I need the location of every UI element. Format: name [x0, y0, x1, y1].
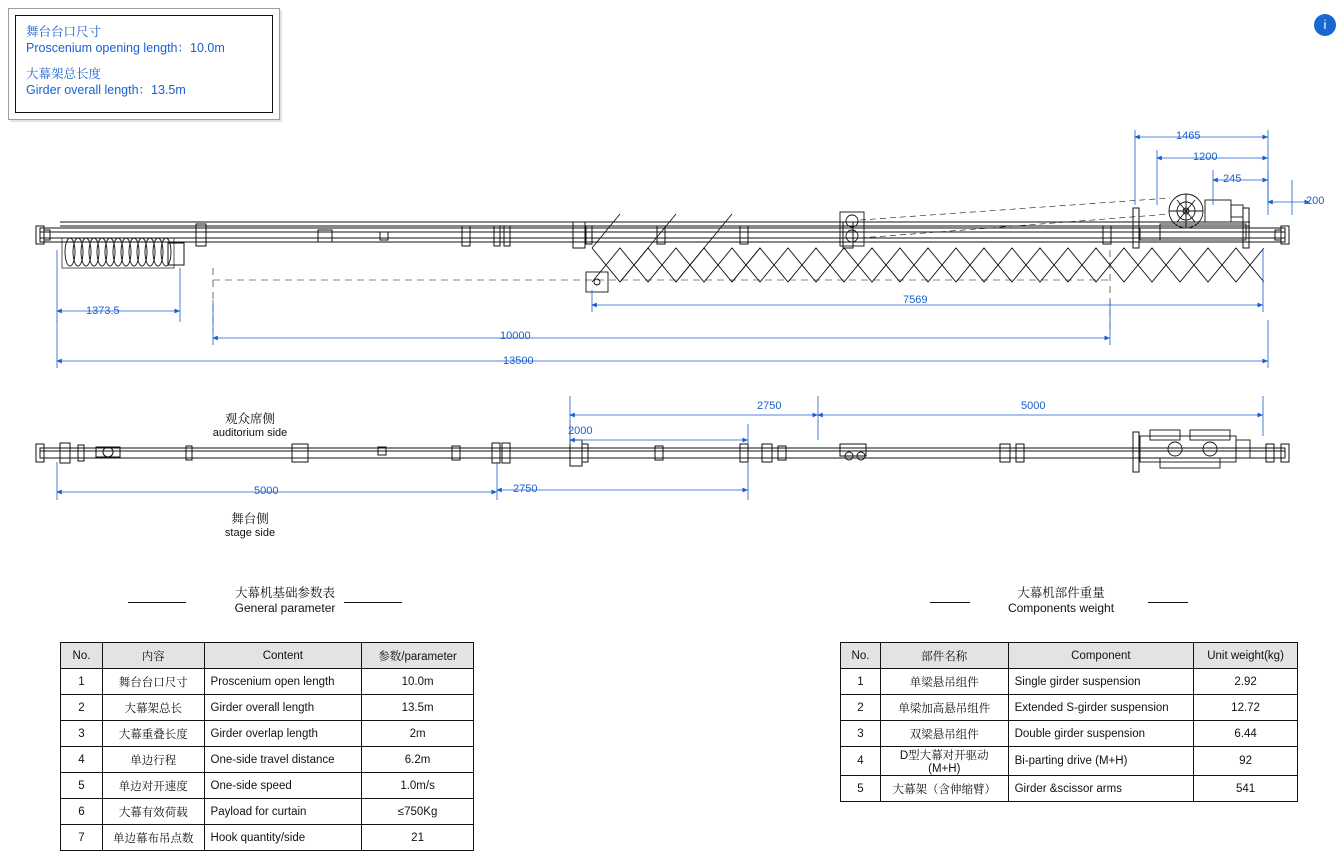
table-row	[841, 721, 1298, 747]
stage-side-label-cn: 舞台侧	[231, 512, 269, 526]
cell-no: 2	[61, 695, 103, 721]
general-title-rule-right	[344, 602, 402, 603]
auditorium-side-label-en: auditorium side	[212, 427, 288, 439]
dim-13500: 13500	[503, 355, 534, 367]
cell-parameter: 6.2m	[362, 747, 474, 773]
cell-content-en: Payload for curtain	[204, 799, 362, 825]
cell-content-en: One-side speed	[204, 773, 362, 799]
cell-parameter: 13.5m	[362, 695, 474, 721]
cell-component-en: Girder &scissor arms	[1008, 776, 1194, 802]
th-unit-weight: Unit weight(kg)	[1194, 643, 1298, 669]
stage-side-label	[190, 512, 310, 540]
dim-5000-top: 5000	[1021, 400, 1046, 412]
cell-no: 3	[841, 721, 881, 747]
cell-content-cn: 单边行程	[102, 747, 204, 773]
general-title-rule-left	[128, 602, 186, 603]
cell-no: 4	[841, 747, 881, 776]
components-weight-title-cn: 大幕机部件重量	[1017, 586, 1105, 600]
dim-5000-bottom: 5000	[254, 485, 279, 497]
proscenium-label-cn: 舞台台口尺寸	[26, 25, 102, 39]
cell-unit-weight: 92	[1194, 747, 1298, 776]
th-content-en: Content	[204, 643, 362, 669]
dim-1465: 1465	[1176, 130, 1201, 142]
cell-content-en: Girder overall length	[204, 695, 362, 721]
general-parameter-title	[190, 586, 380, 616]
cell-no: 5	[61, 773, 103, 799]
cell-unit-weight: 6.44	[1194, 721, 1298, 747]
cell-content-en: Girder overlap length	[204, 721, 362, 747]
table-row	[61, 669, 474, 695]
cell-content-cn: 大幕有效荷载	[102, 799, 204, 825]
table-row	[841, 669, 1298, 695]
cell-component-en: Single girder suspension	[1008, 669, 1194, 695]
components-title-rule-right	[1148, 602, 1188, 603]
components-weight-title-en: Components weight	[1007, 601, 1115, 615]
stage-side-label-en: stage side	[224, 527, 276, 539]
general-parameter-title-en: General parameter	[234, 601, 336, 615]
dim-7569: 7569	[903, 294, 928, 306]
cell-no: 3	[61, 721, 103, 747]
dim-2000: 2000	[568, 425, 593, 437]
table-header-row	[841, 643, 1298, 669]
cell-content-cn: 单边对开速度	[102, 773, 204, 799]
cell-unit-weight: 12.72	[1194, 695, 1298, 721]
cell-content-en: One-side travel distance	[204, 747, 362, 773]
cell-component-cn: 单梁悬吊组件	[880, 669, 1008, 695]
proscenium-label-en: Proscenium opening length：10.0m	[26, 41, 225, 55]
cell-no: 4	[61, 747, 103, 773]
table-row	[61, 825, 474, 851]
table-row	[841, 776, 1298, 802]
th-no: No.	[841, 643, 881, 669]
dim-10000: 10000	[500, 330, 531, 342]
cell-parameter: 10.0m	[362, 669, 474, 695]
cell-content-en: Proscenium open length	[204, 669, 362, 695]
dim-2750-bottom: 2750	[513, 483, 538, 495]
girder-label-cn: 大幕架总长度	[26, 67, 102, 81]
th-content-cn: 内容	[102, 643, 204, 669]
table-row	[841, 695, 1298, 721]
cell-parameter: 2m	[362, 721, 474, 747]
th-component-cn: 部件名称	[880, 643, 1008, 669]
general-parameter-table	[60, 642, 474, 851]
dim-200: 200	[1306, 195, 1325, 207]
cell-parameter: ≤750Kg	[362, 799, 474, 825]
auditorium-side-label	[186, 412, 314, 440]
cell-parameter: 21	[362, 825, 474, 851]
cell-content-cn: 大幕重叠长度	[102, 721, 204, 747]
general-parameter-title-cn: 大幕机基础参数表	[234, 586, 335, 600]
info-badge-icon[interactable]: i	[1314, 14, 1336, 36]
dim-245: 245	[1223, 173, 1242, 185]
components-table-body	[841, 669, 1298, 802]
cell-component-en: Extended S-girder suspension	[1008, 695, 1194, 721]
cell-no: 2	[841, 695, 881, 721]
dim-2750-top: 2750	[757, 400, 782, 412]
cell-content-cn: 舞台台口尺寸	[102, 669, 204, 695]
cell-content-cn: 大幕架总长	[102, 695, 204, 721]
general-table-body	[61, 669, 474, 851]
cell-unit-weight: 2.92	[1194, 669, 1298, 695]
components-title-rule-left	[930, 602, 970, 603]
cell-no: 1	[841, 669, 881, 695]
th-parameter: 参数/parameter	[362, 643, 474, 669]
cell-no: 6	[61, 799, 103, 825]
table-row	[841, 747, 1298, 776]
cell-component-cn: 大幕架（含伸缩臂）	[880, 776, 1008, 802]
dim-1373-5: 1373.5	[86, 305, 120, 317]
table-row	[61, 773, 474, 799]
th-no: No.	[61, 643, 103, 669]
th-component-en: Component	[1008, 643, 1194, 669]
cell-content-en: Hook quantity/side	[204, 825, 362, 851]
table-row	[61, 721, 474, 747]
table-row	[61, 799, 474, 825]
cell-component-en: Bi-parting drive (M+H)	[1008, 747, 1194, 776]
cell-no: 5	[841, 776, 881, 802]
cell-component-cn: 单梁加高悬吊组件	[880, 695, 1008, 721]
cell-no: 7	[61, 825, 103, 851]
dim-1200: 1200	[1193, 151, 1218, 163]
cell-parameter: 1.0m/s	[362, 773, 474, 799]
table-header-row	[61, 643, 474, 669]
cell-unit-weight: 541	[1194, 776, 1298, 802]
cell-component-cn: 双梁悬吊组件	[880, 721, 1008, 747]
girder-label-en: Girder overall length：13.5m	[26, 83, 186, 97]
cell-component-en: Double girder suspension	[1008, 721, 1194, 747]
cell-component-cn: D型大幕对开驱动(M+H)	[880, 747, 1008, 776]
components-weight-title	[975, 586, 1147, 616]
components-weight-table	[840, 642, 1298, 802]
auditorium-side-label-cn: 观众席侧	[224, 412, 275, 426]
cell-content-cn: 单边幕布吊点数	[102, 825, 204, 851]
table-row	[61, 747, 474, 773]
cell-no: 1	[61, 669, 103, 695]
table-row	[61, 695, 474, 721]
